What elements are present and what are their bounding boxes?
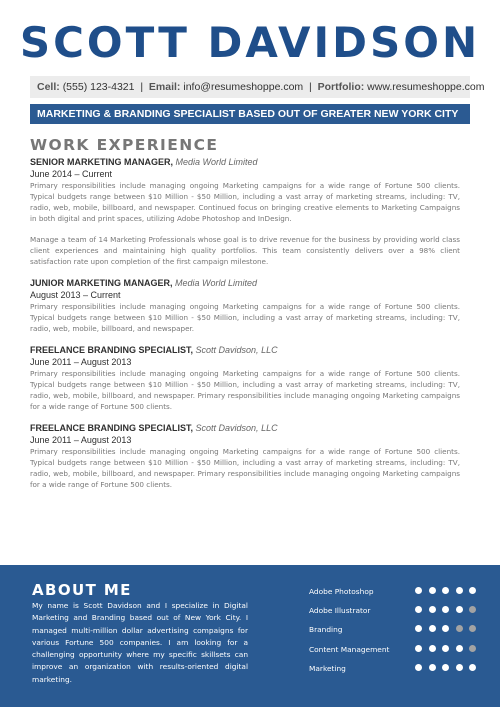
about-me-text: My name is Scott Davidson and I specialize in Digital Marketing and Branding based out of New York City. I managed multi-million dollar advertising compaigns for various Fortune 500 companies. I am looking for a challenging opportunity where my specific skillsets can improve an organization with results-oriented digital marketing.: [32, 601, 248, 684]
work-experience-heading: WORK EXPERIENCE: [30, 136, 219, 154]
rating-dot-filled: [415, 645, 422, 652]
skill-rating: [415, 606, 483, 613]
rating-dot-filled: [456, 587, 463, 594]
rating-dot-empty: [456, 625, 463, 632]
job-heading: [30, 422, 460, 434]
job-description: Primary responsibilities include managing ongoing Marketing campaigns for a wide range of Fortune 500 clients. Typical budgets range between $10 Million - $50 Million, including a vast array of marketing streams, including: TV, radio, web, mobile, billboard, and newspaper. Primary responsibilities include managing ongoing Marketing campaigns for a wide range of Fortune 500 clients.: [30, 369, 460, 411]
job-title: JUNIOR MARKETING MANAGER,: [30, 278, 173, 288]
job-description: Manage a team of 14 Marketing Professionals whose goal is to drive revenue for the business by providing world class client experiences and maintaining high quality portfolios. This team consistently delivers over a 98% client satisfaction rate upon completion of the first campaign milestone.: [30, 235, 460, 266]
skill-rating: [415, 664, 483, 671]
rating-dot-filled: [469, 587, 476, 594]
rating-dot-filled: [429, 645, 436, 652]
job-description: Primary responsibilities include managing ongoing Marketing campaigns for a wide range of Fortune 500 clients. Typical budgets range between $10 Million - $50 Million, including a vast array of marketing streams, including: TV, radio, web, mobile, billboard, and newspaper. Continued focus on bringing creative elements to Marketing Campaigns in both digital and print spaces, utilizing Adobe Photoshop and InDesign.: [30, 181, 460, 223]
skill-name: Adobe Photoshop: [309, 587, 374, 596]
tagline-banner: MARKETING & BRANDING SPECIALIST BASED OUT OF GREATER NEW YORK CITY: [30, 104, 470, 124]
rating-dot-filled: [442, 587, 449, 594]
footer-panel: [0, 565, 500, 707]
skill-row: [309, 624, 479, 643]
skill-rating: [415, 587, 483, 594]
rating-dot-filled: [469, 664, 476, 671]
job-dates: August 2013 – Current: [30, 290, 121, 300]
job-description: Primary responsibilities include managing ongoing Marketing campaigns for a wide range of Fortune 500 clients. Typical budgets range between $10 Million - $50 Million, including a vast array of marketing streams, including: TV, radio, web, mobile, billboard, and newspaper. Primary responsibilities include managing ongoing Marketing campaigns for a wide range of Fortune 500 clients.: [30, 447, 460, 489]
rating-dot-empty: [469, 645, 476, 652]
cell-value: (555) 123-4321: [62, 81, 135, 93]
rating-dot-filled: [415, 606, 422, 613]
skill-row: [309, 644, 479, 663]
skills-list: [309, 586, 479, 682]
skill-name: Content Management: [309, 644, 390, 654]
work-experience-list: [30, 156, 460, 500]
email-value[interactable]: info@resumeshoppe.com: [183, 81, 304, 93]
skill-row: [309, 663, 479, 682]
job-entry: [30, 156, 460, 267]
contact-bar: [30, 76, 485, 98]
about-me-heading: ABOUT ME: [32, 581, 132, 599]
email-label: Email:: [148, 81, 181, 93]
rating-dot-filled: [442, 664, 449, 671]
skill-name: Marketing: [309, 663, 346, 673]
rating-dot-filled: [456, 664, 463, 671]
rating-dot-filled: [456, 645, 463, 652]
job-description: Primary responsibilities include managing ongoing Marketing campaigns for a wide range of Fortune 500 clients. Typical budgets range between $10 Million - $50 Million, including a vast array of marketing streams, including: TV, radio, web, mobile, billboard, and newspaper.: [30, 302, 460, 333]
rating-dot-filled: [429, 587, 436, 594]
job-title: FREELANCE BRANDING SPECIALIST,: [30, 345, 194, 355]
rating-dot-empty: [469, 606, 476, 613]
job-title: FREELANCE BRANDING SPECIALIST,: [30, 423, 194, 433]
job-company: Media World Limited: [175, 278, 258, 288]
skill-rating: [415, 645, 483, 652]
job-dates: June 2014 – Current: [30, 169, 113, 179]
rating-dot-filled: [429, 664, 436, 671]
job-entry: [30, 422, 460, 490]
skill-row: [309, 605, 479, 624]
resume-name: SCOTT DAVIDSON: [19, 18, 481, 67]
rating-dot-filled: [442, 645, 449, 652]
job-title: SENIOR MARKETING MANAGER,: [30, 157, 174, 167]
job-entry: [30, 344, 460, 412]
separator: |: [140, 81, 144, 93]
job-dates: June 2011 – August 2013: [30, 435, 132, 445]
rating-dot-filled: [429, 625, 436, 632]
rating-dot-filled: [415, 625, 422, 632]
rating-dot-filled: [442, 625, 449, 632]
rating-dot-filled: [415, 587, 422, 594]
rating-dot-empty: [469, 625, 476, 632]
job-company: Scott Davidson, LLC: [195, 423, 278, 433]
separator: |: [309, 81, 312, 93]
portfolio-label: Portfolio:: [317, 81, 365, 93]
job-entry: [30, 277, 460, 334]
skill-name: Branding: [309, 625, 343, 635]
portfolio-value[interactable]: www.resumeshoppe.com: [367, 81, 485, 93]
rating-dot-filled: [456, 606, 463, 613]
job-company: Media World Limited: [175, 157, 258, 167]
rating-dot-filled: [429, 606, 436, 613]
job-dates: June 2011 – August 2013: [30, 357, 132, 367]
job-heading: [30, 156, 460, 168]
skill-row: [309, 586, 479, 605]
job-heading: [30, 277, 460, 289]
rating-dot-filled: [415, 664, 422, 671]
skill-rating: [415, 625, 483, 632]
job-heading: [30, 344, 460, 356]
job-company: Scott Davidson, LLC: [195, 345, 278, 355]
rating-dot-filled: [442, 606, 449, 613]
cell-label: Cell:: [37, 81, 60, 93]
skill-name: Adobe Illustrator: [309, 606, 371, 616]
